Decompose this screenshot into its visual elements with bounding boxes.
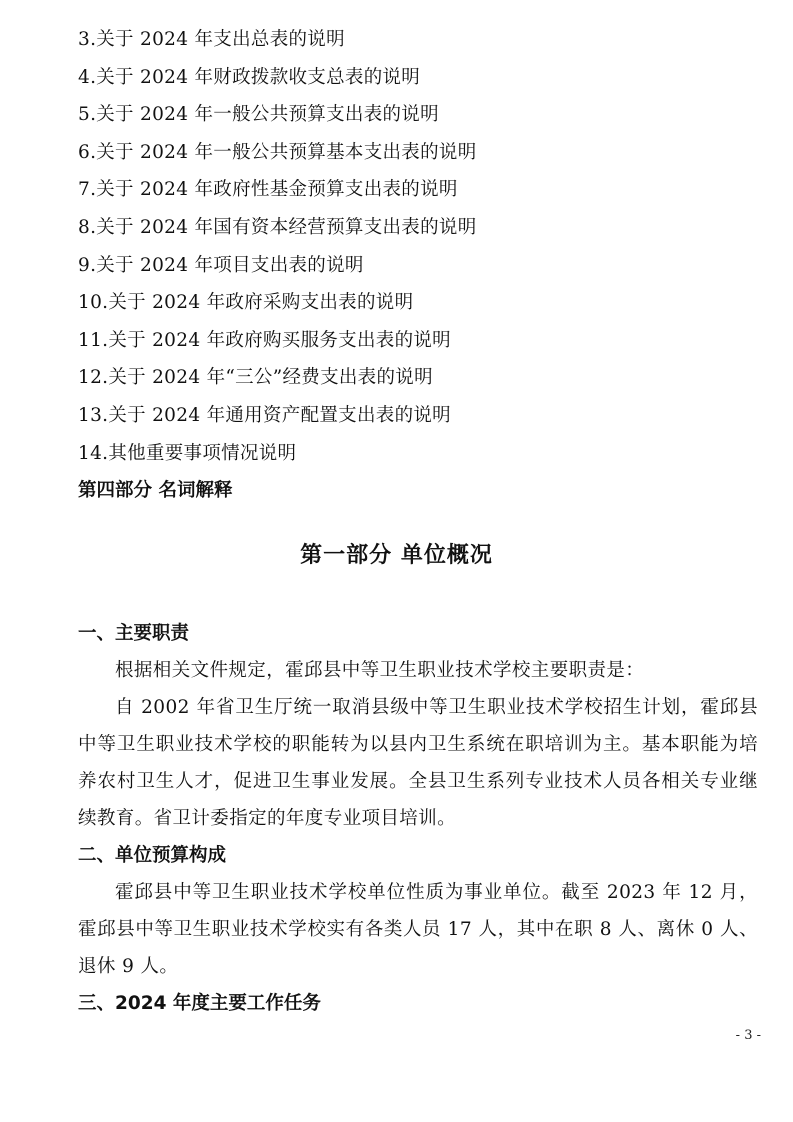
toc-item: 13.关于 2024 年通用资产配置支出表的说明 bbox=[78, 404, 451, 426]
section2-heading: 二、单位预算构成 bbox=[78, 845, 227, 866]
toc-item: 12.关于 2024 年“三公”经费支出表的说明 bbox=[78, 367, 433, 389]
section1-heading: 一、主要职责 bbox=[78, 623, 190, 644]
table-of-contents bbox=[78, 21, 718, 510]
toc-item: 8.关于 2024 年国有资本经营预算支出表的说明 bbox=[78, 216, 477, 238]
section2-paragraph-1: 霍邱县中等卫生职业技术学校单位性质为事业单位。截至 2023 年 12 月，霍邱县中等卫生职业技术学校实有各类人员 17 人，其中在职 8 人、离休 0 人、退休 9 人。 bbox=[78, 882, 758, 977]
section3-heading: 三、2024 年度主要工作任务 bbox=[78, 993, 321, 1014]
toc-item: 3.关于 2024 年支出总表的说明 bbox=[78, 29, 345, 50]
section1-paragraph-2: 自 2002 年省卫生厅统一取消县级中等卫生职业技术学校招生计划，霍邱县中等卫生职业技术学校的职能转为以县内卫生系统在职培训为主。基本职能为培养农村卫生人才，促进卫生事业发展。全县卫生系列专业技术人员各相关专业继续教育。省卫计委指定的年度专业项目培训。 bbox=[78, 697, 758, 829]
toc-item: 5.关于 2024 年一般公共预算支出表的说明 bbox=[78, 104, 439, 126]
part1-body bbox=[78, 615, 758, 1022]
toc-item: 6.关于 2024 年一般公共预算基本支出表的说明 bbox=[78, 141, 477, 163]
part1-title: 第一部分 单位概况 bbox=[300, 543, 493, 568]
toc-item: 10.关于 2024 年政府采购支出表的说明 bbox=[78, 292, 414, 314]
toc-item: 11.关于 2024 年政府购买服务支出表的说明 bbox=[78, 329, 451, 351]
toc-item: 9.关于 2024 年项目支出表的说明 bbox=[78, 254, 364, 276]
toc-item: 14.其他重要事项情况说明 bbox=[78, 442, 297, 464]
toc-part4-heading: 第四部分 名词解释 bbox=[78, 480, 233, 502]
page-number: - 3 - bbox=[735, 1028, 761, 1043]
toc-item: 4.关于 2024 年财政拨款收支总表的说明 bbox=[78, 66, 421, 88]
toc-item: 7.关于 2024 年政府性基金预算支出表的说明 bbox=[78, 179, 458, 201]
section1-paragraph-1: 根据相关文件规定，霍邱县中等卫生职业技术学校主要职责是： bbox=[115, 660, 645, 681]
